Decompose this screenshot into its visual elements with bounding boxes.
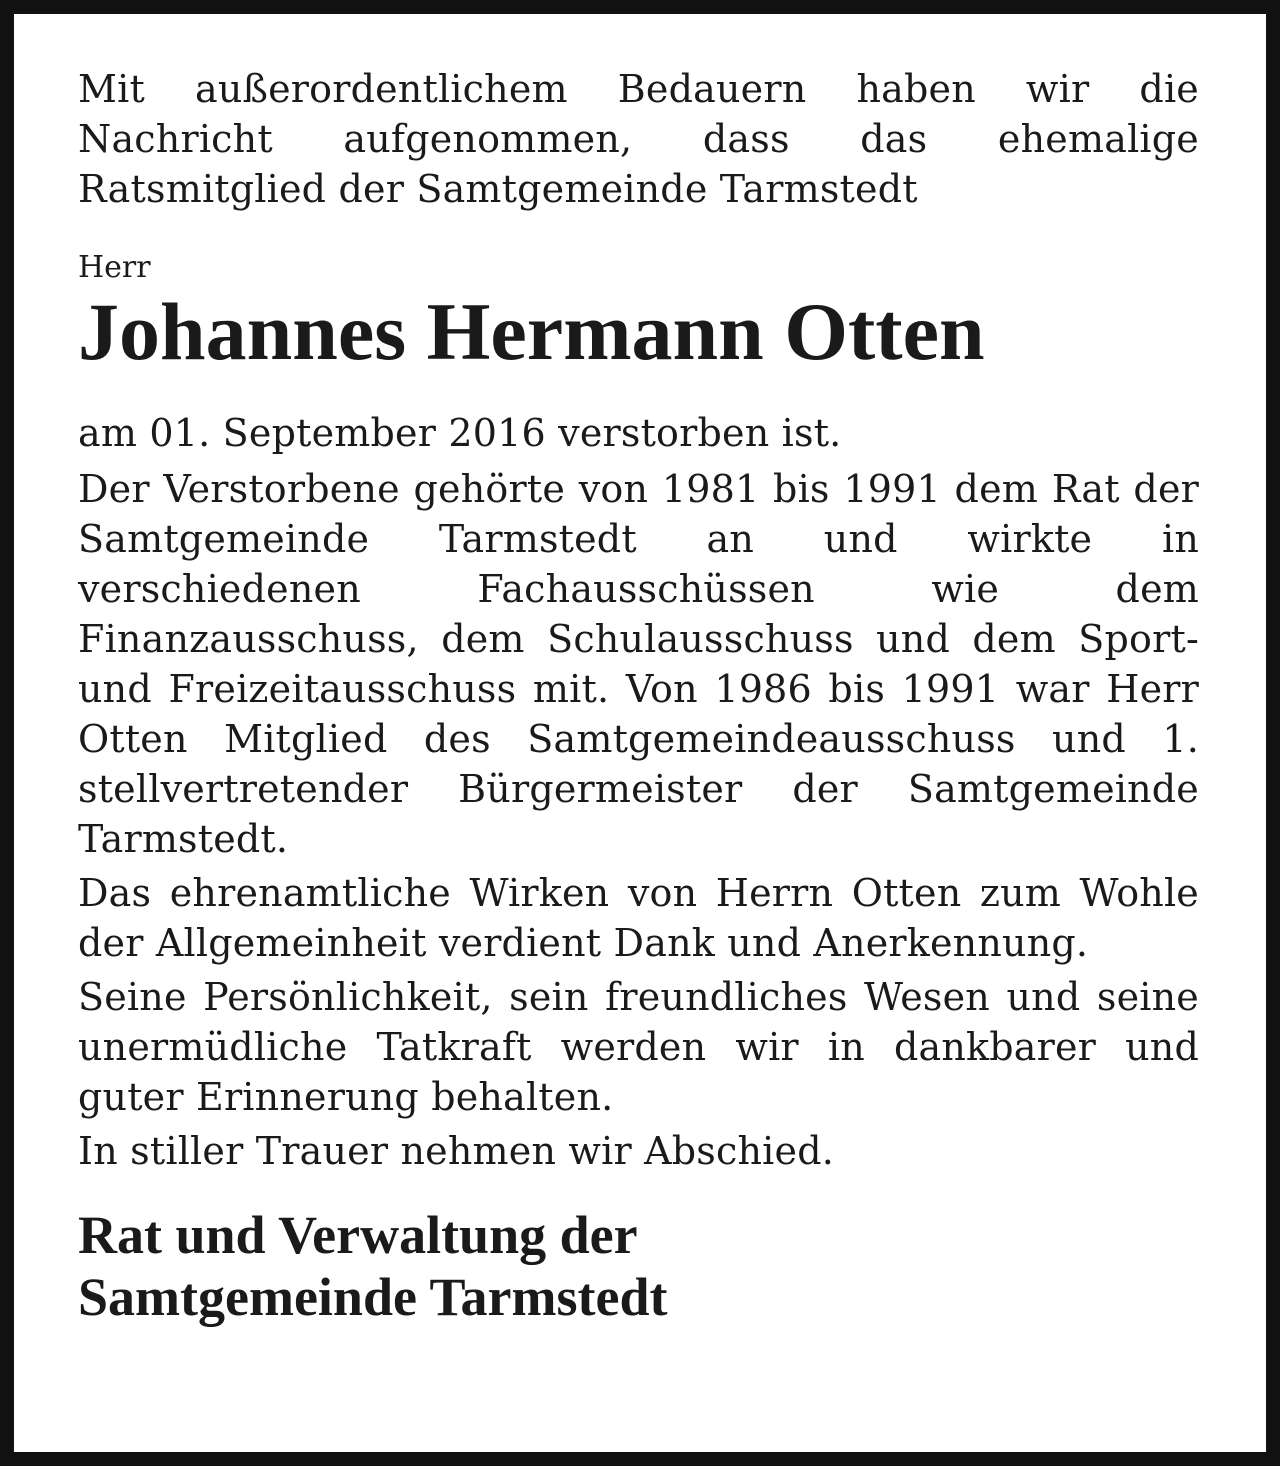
signature-line: Samtgemeinde Tarmstedt	[78, 1267, 668, 1327]
paragraph-career: Der Verstorbene gehörte von 1981 bis 1991 dem Rat der Samtgemeinde Tarmstedt an und wirkte in verschiedenen Fachausschüssen wie dem Finanzausschuss, dem Schulausschuss und dem Sport- und Freizeitausschuss mit. Von 1986 bis 1991 war Herr Otten Mitglied des Samtgemeindeausschuss und 1. stellvertretender Bürgermeister der Samtgemeinde Tarmstedt.	[78, 467, 1199, 861]
paragraph-farewell: In stiller Trauer nehmen wir Abschied.	[78, 1129, 835, 1173]
deceased-name: Johannes Hermann Otten	[78, 286, 985, 377]
notice-content	[78, 64, 1199, 1328]
paragraph-memory: Seine Persönlichkeit, sein freundliches Wesen und seine unermüdliche Tatkraft werden wir in dankbarer und guter Erinnerung behalten.	[78, 975, 1199, 1119]
signature-block	[78, 1204, 1199, 1328]
paragraph-thanks: Das ehrenamtliche Wirken von Herrn Otten zum Wohle der Allgemeinheit verdient Dank und Anerkennung.	[78, 871, 1199, 965]
intro-text: Mit außerordentlichem Bedauern haben wir die Nachricht aufgenommen, dass das ehemalige Ratsmitglied der Samtgemeinde Tarmstedt	[78, 67, 1199, 211]
honorific: Herr	[78, 250, 151, 285]
date-line: am 01. September 2016 verstorben ist.	[78, 411, 842, 455]
signature-line: Rat und Verwaltung der	[78, 1205, 638, 1265]
